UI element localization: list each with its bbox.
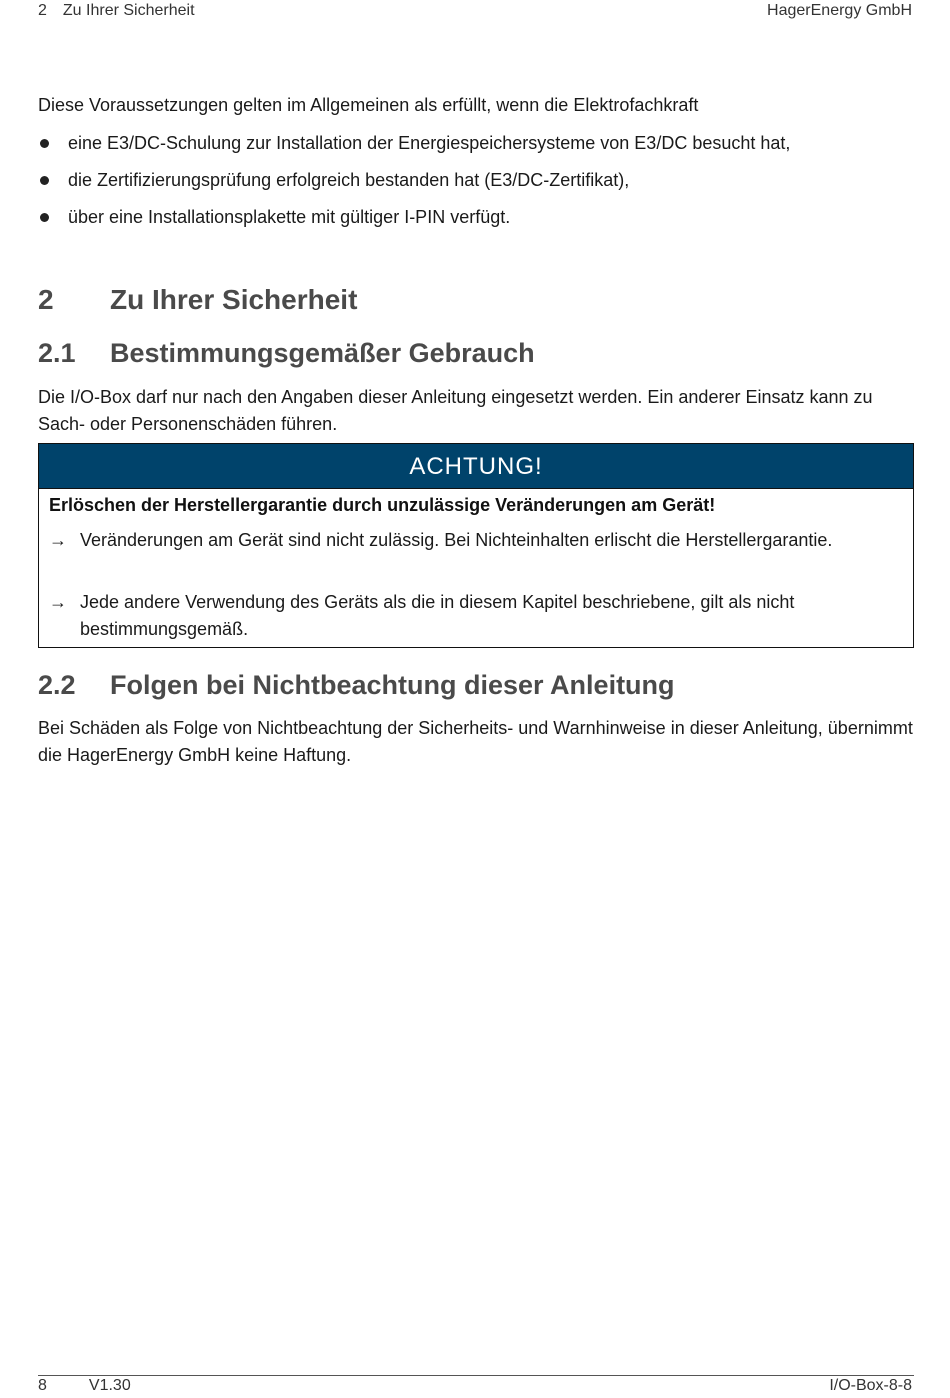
document-id: I/O-Box-8-8	[829, 1377, 912, 1394]
intro-paragraph: Diese Voraussetzungen gelten im Allgemeinen als erfüllt, wenn die Elektrofachkraft	[38, 95, 699, 115]
document-version: V1.30	[88, 1377, 131, 1394]
list-item-text: eine E3/DC-Schulung zur Installation der Energiespeichersysteme von E3/DC besucht hat,	[68, 133, 791, 153]
notice-item-text: Jede andere Verwendung des Geräts als die in diesem Kapitel beschriebene, gilt als nicht bestimmungsgemäß.	[80, 592, 795, 639]
list-item	[38, 169, 790, 206]
section-heading-2-1	[38, 338, 535, 369]
list-item	[38, 132, 790, 169]
section-title: Bestimmungsgemäßer Gebrauch	[110, 338, 535, 368]
requirements-list	[38, 132, 790, 243]
section-number: 2	[38, 284, 54, 315]
header-chapter-number: 2	[38, 2, 47, 19]
section-title: Folgen bei Nichtbeachtung dieser Anleitung	[110, 670, 675, 700]
page-number: 8	[38, 1377, 47, 1394]
bullet-icon	[40, 176, 49, 185]
notice-item	[49, 527, 930, 554]
section-number: 2.1	[38, 338, 76, 368]
section-2-1-paragraph: Die I/O-Box darf nur nach den Angaben dieser Anleitung eingesetzt werden. Ein anderer Einsatz kann zu Sach- oder Personenschäden führen.	[38, 387, 873, 434]
section-number: 2.2	[38, 670, 76, 700]
header-company: HagerEnergy GmbH	[767, 2, 912, 19]
list-item-text: die Zertifizierungsprüfung erfolgreich bestanden hat (E3/DC-Zertifikat),	[68, 170, 630, 190]
header-chapter-title: Zu Ihrer Sicherheit	[62, 2, 195, 19]
section-heading-2	[38, 284, 357, 316]
footer-left	[38, 1377, 131, 1395]
section-2-2-paragraph: Bei Schäden als Folge von Nichtbeachtung der Sicherheits- und Warnhinweise in dieser Anleitung, übernimmt die HagerEnergy GmbH keine Haftung.	[38, 718, 913, 765]
notice-title: Erlöschen der Herstellergarantie durch unzulässige Veränderungen am Gerät!	[49, 495, 716, 515]
caution-notice-box	[38, 443, 914, 648]
footer-divider	[38, 1375, 914, 1376]
notice-item	[49, 589, 930, 643]
list-item-text: über eine Installationsplakette mit gültiger I-PIN verfügt.	[68, 207, 511, 227]
arrow-right-icon: →	[49, 530, 67, 550]
notice-heading: ACHTUNG!	[39, 444, 913, 489]
bullet-icon	[40, 139, 49, 148]
notice-item-text: Veränderungen am Gerät sind nicht zulässig. Bei Nichteinhalten erlischt die Herstellergarantie.	[80, 530, 833, 550]
bullet-icon	[40, 213, 49, 222]
arrow-right-icon: →	[49, 592, 67, 612]
section-heading-2-2	[38, 670, 675, 701]
running-header-chapter	[38, 2, 195, 20]
section-title: Zu Ihrer Sicherheit	[110, 284, 358, 315]
list-item	[38, 206, 790, 243]
